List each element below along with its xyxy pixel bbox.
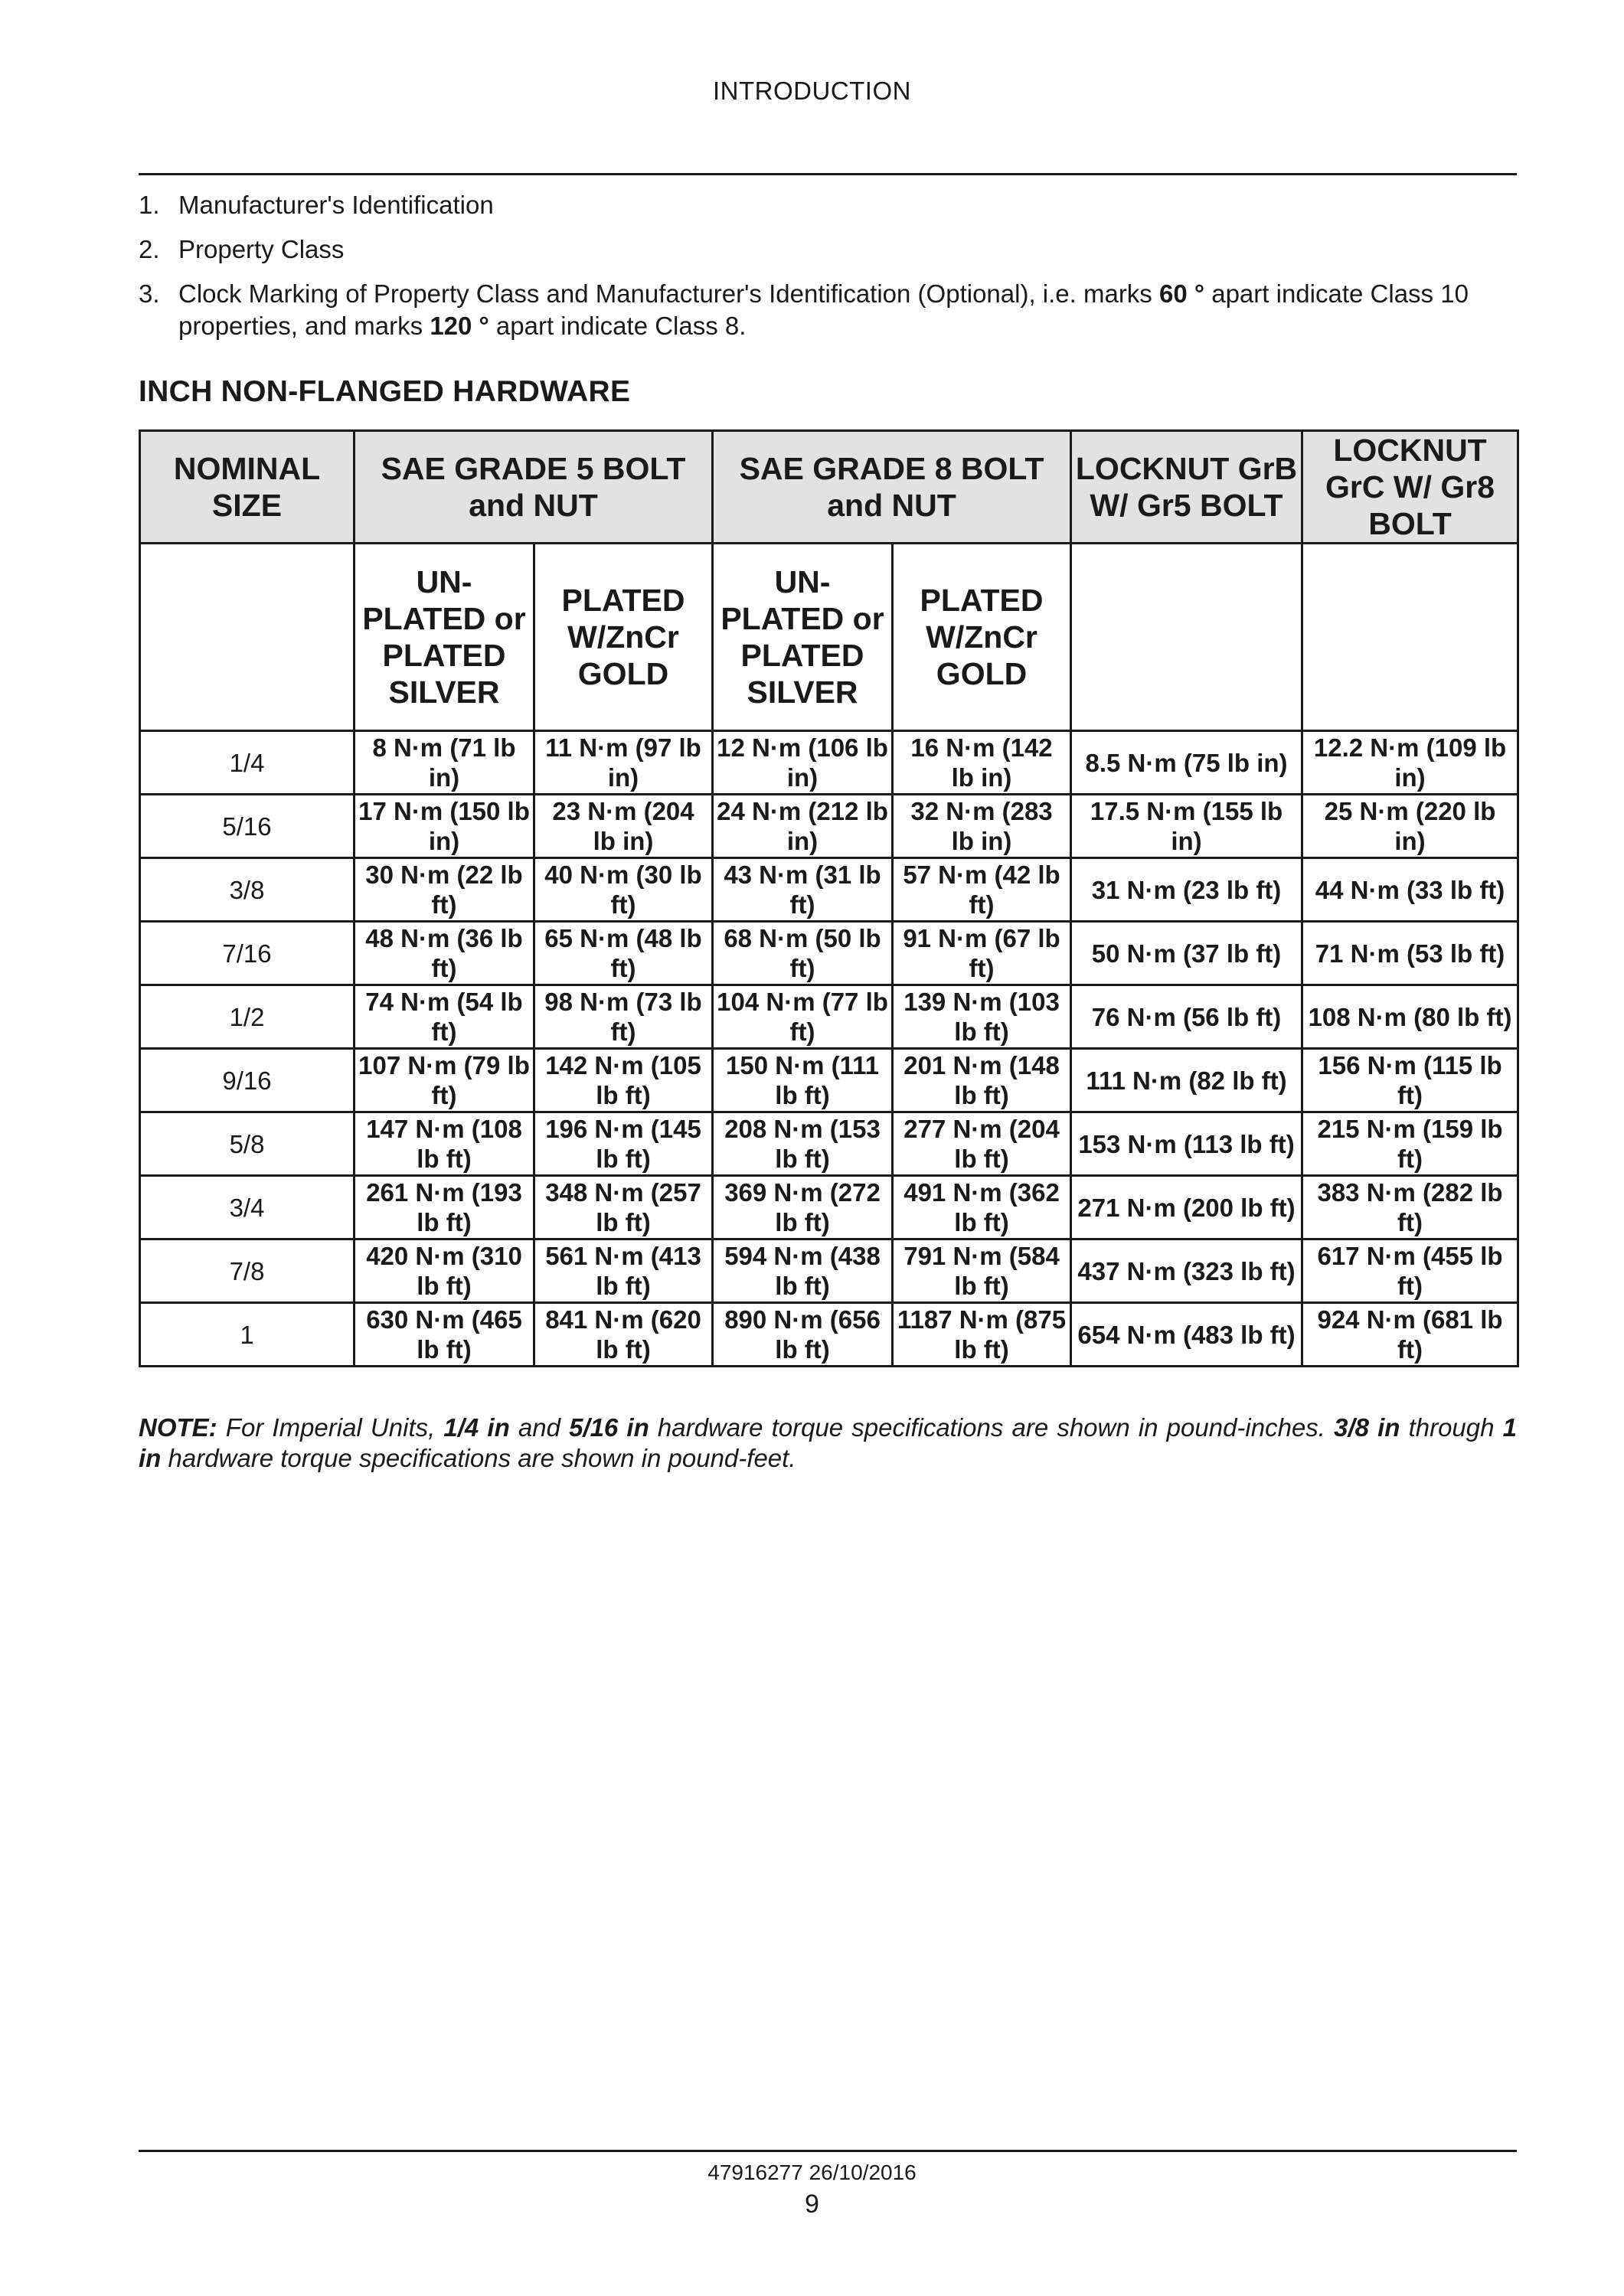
table-row: [140, 1112, 1518, 1176]
torque-value-cell: 617 N·m (455 lb ft): [1302, 1239, 1518, 1303]
page-header-title: INTRODUCTION: [713, 77, 911, 105]
note-emphasis: 3/8 in: [1334, 1413, 1400, 1442]
torque-value-cell: 594 N·m (438 lb ft): [713, 1239, 893, 1303]
torque-value-cell: 196 N·m (145 lb ft): [534, 1112, 713, 1176]
list-text-emphasis: 120 °: [430, 312, 489, 340]
list-text-emphasis: 60 °: [1158, 279, 1205, 308]
subheader-g8-unplated: UN-PLATED or PLATED SILVER: [713, 544, 893, 731]
torque-value-cell: 261 N·m (193 lb ft): [355, 1176, 534, 1239]
document-reference: 47916277 26/10/2016: [707, 2160, 917, 2184]
table-row: [140, 1049, 1518, 1112]
list-item: [139, 234, 1517, 266]
torque-value-cell: 156 N·m (115 lb ft): [1302, 1049, 1518, 1112]
torque-value-cell: 104 N·m (77 lb ft): [713, 985, 893, 1049]
table-row: [140, 795, 1518, 858]
torque-value-cell: 40 N·m (30 lb ft): [534, 858, 713, 922]
nominal-size-cell: 3/4: [140, 1176, 355, 1239]
list-text: Manufacturer's Identification: [178, 191, 494, 219]
list-text-part: apart indicate Class 10 properties, and marks: [178, 279, 1469, 340]
table-row: [140, 858, 1518, 922]
header-locknut-grb: LOCKNUT GrB W/ Gr5 BOLT: [1071, 431, 1302, 544]
nominal-size-cell: 1/2: [140, 985, 355, 1049]
imperial-units-note: [139, 1413, 1517, 1474]
identification-list: [139, 189, 1517, 354]
torque-value-cell: 44 N·m (33 lb ft): [1302, 858, 1518, 922]
torque-value-cell: 68 N·m (50 lb ft): [713, 922, 893, 985]
header-divider: [139, 173, 1517, 175]
subheader-g8-plated: PLATED W/ZnCr GOLD: [893, 544, 1071, 731]
table-row: [140, 1239, 1518, 1303]
torque-value-cell: 32 N·m (283 lb in): [893, 795, 1071, 858]
nominal-size-cell: 3/8: [140, 858, 355, 922]
nominal-size-cell: 1/4: [140, 731, 355, 795]
torque-value-cell: 150 N·m (111 lb ft): [713, 1049, 893, 1112]
torque-value-cell: 890 N·m (656 lb ft): [713, 1303, 893, 1367]
torque-value-cell: 98 N·m (73 lb ft): [534, 985, 713, 1049]
header-locknut-grc: LOCKNUT GrC W/ Gr8 BOLT: [1302, 431, 1518, 544]
subheader-empty: [1302, 544, 1518, 731]
list-text-part: Clock Marking of Property Class and Manufacturer's Identification (Optional), i.e. marks: [178, 279, 1159, 308]
torque-value-cell: 142 N·m (105 lb ft): [534, 1049, 713, 1112]
torque-value-cell: 630 N·m (465 lb ft): [355, 1303, 534, 1367]
list-item: [139, 189, 1517, 221]
header-sae-grade-8: SAE GRADE 8 BOLT and NUT: [713, 431, 1071, 544]
torque-value-cell: 48 N·m (36 lb ft): [355, 922, 534, 985]
header-sae-grade-5: SAE GRADE 5 BOLT and NUT: [355, 431, 713, 544]
subheader-empty: [140, 544, 355, 731]
torque-value-cell: 16 N·m (142 lb in): [893, 731, 1071, 795]
nominal-size-cell: 7/8: [140, 1239, 355, 1303]
subheader-g5-unplated: UN-PLATED or PLATED SILVER: [355, 544, 534, 731]
table-row: [140, 731, 1518, 795]
torque-value-cell: 107 N·m (79 lb ft): [355, 1049, 534, 1112]
torque-value-cell: 924 N·m (681 lb ft): [1302, 1303, 1518, 1367]
torque-value-cell: 71 N·m (53 lb ft): [1302, 922, 1518, 985]
torque-value-cell: 369 N·m (272 lb ft): [713, 1176, 893, 1239]
torque-value-cell: 12 N·m (106 lb in): [713, 731, 893, 795]
torque-value-cell: 24 N·m (212 lb in): [713, 795, 893, 858]
torque-value-cell: 1187 N·m (875 lb ft): [893, 1303, 1071, 1367]
torque-value-cell: 17 N·m (150 lb in): [355, 795, 534, 858]
subheader-g5-plated: PLATED W/ZnCr GOLD: [534, 544, 713, 731]
note-emphasis: 1 in: [139, 1413, 1517, 1472]
torque-value-cell: 654 N·m (483 lb ft): [1071, 1303, 1302, 1367]
table-subheader-row: [140, 544, 1518, 731]
torque-value-cell: 201 N·m (148 lb ft): [893, 1049, 1071, 1112]
torque-value-cell: 139 N·m (103 lb ft): [893, 985, 1071, 1049]
nominal-size-cell: 9/16: [140, 1049, 355, 1112]
torque-value-cell: 108 N·m (80 lb ft): [1302, 985, 1518, 1049]
list-text-part: apart indicate Class 8.: [489, 312, 747, 340]
torque-value-cell: 74 N·m (54 lb ft): [355, 985, 534, 1049]
torque-value-cell: 215 N·m (159 lb ft): [1302, 1112, 1518, 1176]
page-number: 9: [805, 2190, 819, 2219]
subheader-empty: [1071, 544, 1302, 731]
list-number: 1.: [139, 191, 160, 219]
torque-value-cell: 208 N·m (153 lb ft): [713, 1112, 893, 1176]
header-nominal-size: NOMINAL SIZE: [140, 431, 355, 544]
list-item: [139, 278, 1517, 342]
table-row: [140, 922, 1518, 985]
table-row: [140, 1176, 1518, 1239]
torque-value-cell: 348 N·m (257 lb ft): [534, 1176, 713, 1239]
torque-value-cell: 30 N·m (22 lb ft): [355, 858, 534, 922]
torque-value-cell: 791 N·m (584 lb ft): [893, 1239, 1071, 1303]
nominal-size-cell: 5/8: [140, 1112, 355, 1176]
torque-value-cell: 111 N·m (82 lb ft): [1071, 1049, 1302, 1112]
nominal-size-cell: 7/16: [140, 922, 355, 985]
torque-value-cell: 841 N·m (620 lb ft): [534, 1303, 713, 1367]
torque-value-cell: 420 N·m (310 lb ft): [355, 1239, 534, 1303]
table-row: [140, 985, 1518, 1049]
torque-value-cell: 12.2 N·m (109 lb in): [1302, 731, 1518, 795]
note-text: For Imperial Units,: [217, 1413, 444, 1442]
note-emphasis: 1/4 in: [443, 1413, 510, 1442]
table-row: [140, 1303, 1518, 1367]
torque-value-cell: 271 N·m (200 lb ft): [1071, 1176, 1302, 1239]
torque-value-cell: 153 N·m (113 lb ft): [1071, 1112, 1302, 1176]
torque-value-cell: 25 N·m (220 lb in): [1302, 795, 1518, 858]
note-text: through: [1400, 1413, 1503, 1442]
list-number: 3.: [139, 279, 160, 308]
section-title: INCH NON-FLANGED HARDWARE: [139, 375, 631, 408]
torque-value-cell: 23 N·m (204 lb in): [534, 795, 713, 858]
torque-value-cell: 57 N·m (42 lb ft): [893, 858, 1071, 922]
torque-value-cell: 8 N·m (71 lb in): [355, 731, 534, 795]
torque-value-cell: 383 N·m (282 lb ft): [1302, 1176, 1518, 1239]
torque-value-cell: 11 N·m (97 lb in): [534, 731, 713, 795]
torque-value-cell: 561 N·m (413 lb ft): [534, 1239, 713, 1303]
torque-value-cell: 8.5 N·m (75 lb in): [1071, 731, 1302, 795]
torque-value-cell: 76 N·m (56 lb ft): [1071, 985, 1302, 1049]
note-text: and: [509, 1413, 570, 1442]
nominal-size-cell: 1: [140, 1303, 355, 1367]
note-text: hardware torque specifications are shown in pound-feet.: [161, 1444, 796, 1472]
torque-value-cell: 17.5 N·m (155 lb in): [1071, 795, 1302, 858]
list-number: 2.: [139, 235, 160, 263]
torque-value-cell: 437 N·m (323 lb ft): [1071, 1239, 1302, 1303]
table-header-row: [140, 431, 1518, 544]
note-emphasis: 5/16 in: [569, 1413, 649, 1442]
torque-value-cell: 277 N·m (204 lb ft): [893, 1112, 1071, 1176]
nominal-size-cell: 5/16: [140, 795, 355, 858]
torque-value-cell: 491 N·m (362 lb ft): [893, 1176, 1071, 1239]
torque-value-cell: 43 N·m (31 lb ft): [713, 858, 893, 922]
list-text: Property Class: [178, 235, 345, 263]
note-label: NOTE:: [139, 1413, 217, 1442]
torque-value-cell: 91 N·m (67 lb ft): [893, 922, 1071, 985]
torque-table: [139, 429, 1519, 1367]
torque-value-cell: 50 N·m (37 lb ft): [1071, 922, 1302, 985]
note-text: hardware torque specifications are shown in pound-inches.: [649, 1413, 1335, 1442]
footer-divider: [139, 2150, 1517, 2152]
torque-value-cell: 65 N·m (48 lb ft): [534, 922, 713, 985]
torque-value-cell: 31 N·m (23 lb ft): [1071, 858, 1302, 922]
torque-value-cell: 147 N·m (108 lb ft): [355, 1112, 534, 1176]
